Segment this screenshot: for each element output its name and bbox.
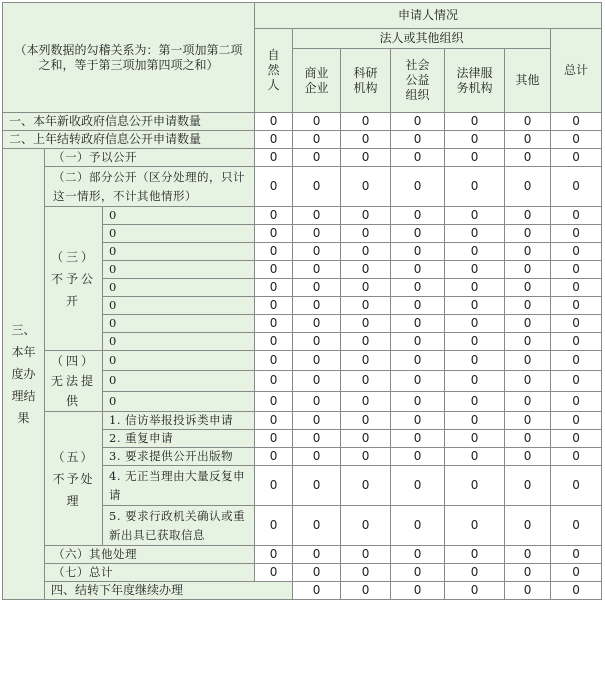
cell-value: 0 (293, 351, 341, 371)
cell-value: 0 (445, 225, 505, 243)
cell-value: 0 (391, 113, 445, 131)
cell-value: 0 (551, 297, 602, 315)
cell-value: 0 (551, 225, 602, 243)
cell-value: 0 (505, 582, 551, 600)
row-label: 0 (103, 333, 255, 351)
cell-value: 0 (293, 279, 341, 297)
row-label: （二）部分公开（区分处理的，只计这一情形，不计其他情形） (45, 167, 255, 207)
row-label: 0 (103, 279, 255, 297)
row-label: 3. 要求提供公开出版物 (103, 448, 255, 466)
row-label: 0 (103, 315, 255, 333)
row-label: 1. 信访举报投诉类申请 (103, 412, 255, 430)
cell-value: 0 (255, 261, 293, 279)
cell-value: 0 (341, 506, 391, 546)
cell-value: 0 (293, 448, 341, 466)
row-label: （一）予以公开 (45, 149, 255, 167)
cell-value: 0 (255, 225, 293, 243)
row-not-processed (3, 412, 602, 430)
cell-value: 0 (341, 546, 391, 564)
row-label: 4. 无正当理由大量反复申请 (103, 466, 255, 506)
research-header: 科研机构 (341, 49, 391, 113)
cell-value: 0 (341, 279, 391, 297)
cell-value: 0 (445, 113, 505, 131)
cell-value: 0 (551, 243, 602, 261)
cell-value: 0 (341, 113, 391, 131)
cell-value: 0 (551, 167, 602, 207)
cell-value: 0 (341, 333, 391, 351)
cell-value: 0 (445, 564, 505, 582)
cell-value: 0 (255, 412, 293, 430)
cell-value: 0 (293, 243, 341, 261)
cell-value: 0 (551, 207, 602, 225)
cell-value: 0 (293, 113, 341, 131)
cell-value: 0 (255, 243, 293, 261)
cell-value: 0 (445, 279, 505, 297)
row-unable-provide (3, 351, 602, 371)
cell-value: 0 (505, 546, 551, 564)
cell-value: 0 (255, 564, 293, 582)
cell-value: 0 (505, 225, 551, 243)
cell-value: 0 (391, 243, 445, 261)
cell-value: 0 (391, 564, 445, 582)
cell-value: 0 (551, 412, 602, 430)
cell-value: 0 (255, 131, 293, 149)
cell-value: 0 (445, 448, 505, 466)
disclosure-table (2, 2, 602, 600)
cell-value: 0 (505, 113, 551, 131)
unable-provide-label: （四）无法提供 (45, 351, 103, 412)
cell-value: 0 (551, 582, 602, 600)
cell-value: 0 (445, 412, 505, 430)
cell-value: 0 (551, 506, 602, 546)
cell-value: 0 (391, 315, 445, 333)
cell-value: 0 (445, 297, 505, 315)
cell-value: 0 (255, 466, 293, 506)
cell-value: 0 (505, 279, 551, 297)
cell-value: 0 (255, 297, 293, 315)
cell-value: 0 (391, 207, 445, 225)
cell-value: 0 (255, 430, 293, 448)
cell-value: 0 (391, 167, 445, 207)
row-new-applications (3, 113, 602, 131)
cell-value: 0 (391, 371, 445, 391)
cell-value: 0 (341, 448, 391, 466)
cell-value: 0 (391, 261, 445, 279)
cell-value: 0 (551, 466, 602, 506)
cell-value: 0 (445, 430, 505, 448)
cell-value: 0 (505, 448, 551, 466)
cell-value: 0 (505, 564, 551, 582)
cell-value: 0 (551, 131, 602, 149)
cell-value: 0 (391, 225, 445, 243)
cell-value: 0 (445, 351, 505, 371)
cell-value: 0 (551, 391, 602, 411)
cell-value: 0 (445, 391, 505, 411)
cell-value: 0 (293, 297, 341, 315)
row-label: （七）总计 (45, 564, 255, 582)
cell-value: 0 (445, 131, 505, 149)
legal-group-header: 法人或其他组织 (293, 29, 551, 49)
cell-value: 0 (255, 315, 293, 333)
row-label: 一、本年新收政府信息公开申请数量 (3, 113, 255, 131)
cell-value: 0 (391, 448, 445, 466)
cell-value: 0 (293, 167, 341, 207)
cell-value: 0 (293, 391, 341, 411)
cell-value: 0 (505, 391, 551, 411)
row-label: 0 (103, 391, 255, 411)
row-not-disclosed (3, 207, 602, 225)
cell-value: 0 (551, 261, 602, 279)
cell-value: 0 (391, 149, 445, 167)
cell-value: 0 (505, 297, 551, 315)
cell-value: 0 (293, 131, 341, 149)
social-welfare-header: 社会公益组织 (391, 49, 445, 113)
cell-value: 0 (505, 131, 551, 149)
not-processed-label: （五）不予处理 (45, 412, 103, 546)
cell-value: 0 (505, 466, 551, 506)
cell-value: 0 (445, 315, 505, 333)
cell-value: 0 (341, 243, 391, 261)
cell-value: 0 (255, 333, 293, 351)
cell-value: 0 (293, 466, 341, 506)
cell-value: 0 (391, 506, 445, 546)
cell-value: 0 (391, 131, 445, 149)
cell-value: 0 (445, 207, 505, 225)
cell-value: 0 (551, 371, 602, 391)
cell-value: 0 (341, 351, 391, 371)
cell-value: 0 (255, 207, 293, 225)
cell-value: 0 (293, 261, 341, 279)
cell-value: 0 (255, 279, 293, 297)
cell-value: 0 (293, 207, 341, 225)
cell-value: 0 (505, 371, 551, 391)
applicant-situation-header: 申请人情况 (255, 3, 602, 29)
row-label: 0 (103, 297, 255, 315)
cell-value: 0 (293, 371, 341, 391)
row-carry-forward (3, 582, 602, 600)
row-label: 二、上年结转政府信息公开申请数量 (3, 131, 255, 149)
cell-value: 0 (551, 279, 602, 297)
row-disclosed (3, 149, 602, 167)
cell-value: 0 (293, 412, 341, 430)
cell-value: 0 (551, 113, 602, 131)
cell-value: 0 (391, 391, 445, 411)
cell-value: 0 (391, 430, 445, 448)
commercial-header: 商业企业 (293, 49, 341, 113)
cell-value: 0 (293, 225, 341, 243)
cell-value: 0 (341, 207, 391, 225)
cell-value: 0 (445, 333, 505, 351)
row-label: 四、结转下年度继续办理 (45, 582, 293, 600)
cell-value: 0 (255, 391, 293, 411)
relationship-note: （本列数据的勾稽关系为：第一项加第二项之和，等于第三项加第四项之和） (3, 3, 255, 113)
cell-value: 0 (445, 371, 505, 391)
not-disclosed-label: （三）不予公开 (45, 207, 103, 351)
cell-value: 0 (341, 315, 391, 333)
cell-value: 0 (391, 412, 445, 430)
row-total (3, 564, 602, 582)
cell-value: 0 (505, 351, 551, 371)
cell-value: 0 (445, 506, 505, 546)
cell-value: 0 (551, 315, 602, 333)
cell-value: 0 (293, 430, 341, 448)
cell-value: 0 (341, 412, 391, 430)
cell-value: 0 (293, 333, 341, 351)
row-other-handling (3, 546, 602, 564)
cell-value: 0 (255, 506, 293, 546)
cell-value: 0 (505, 167, 551, 207)
cell-value: 0 (551, 546, 602, 564)
cell-value: 0 (255, 546, 293, 564)
cell-value: 0 (391, 466, 445, 506)
cell-value: 0 (341, 261, 391, 279)
cell-value: 0 (445, 582, 505, 600)
cell-value: 0 (445, 167, 505, 207)
cell-value: 0 (445, 149, 505, 167)
cell-value: 0 (391, 297, 445, 315)
natural-person-header: 自然人 (255, 29, 293, 113)
total-header: 总计 (551, 29, 602, 113)
cell-value: 0 (505, 243, 551, 261)
cell-value: 0 (341, 466, 391, 506)
row-label: 0 (103, 261, 255, 279)
cell-value: 0 (551, 149, 602, 167)
row-label: （六）其他处理 (45, 546, 255, 564)
cell-value: 0 (551, 564, 602, 582)
cell-value: 0 (341, 564, 391, 582)
cell-value: 0 (255, 167, 293, 207)
row-label: 0 (103, 207, 255, 225)
cell-value: 0 (505, 149, 551, 167)
row-label: 0 (103, 243, 255, 261)
cell-value: 0 (391, 582, 445, 600)
cell-value: 0 (341, 297, 391, 315)
cell-value: 0 (391, 333, 445, 351)
row-label: 0 (103, 351, 255, 371)
row-carried-over (3, 131, 602, 149)
cell-value: 0 (293, 564, 341, 582)
cell-value: 0 (505, 261, 551, 279)
cell-value: 0 (293, 506, 341, 546)
cell-value: 0 (551, 351, 602, 371)
cell-value: 0 (341, 149, 391, 167)
cell-value: 0 (505, 333, 551, 351)
cell-value: 0 (505, 506, 551, 546)
legal-service-header: 法律服务机构 (445, 49, 505, 113)
cell-value: 0 (341, 371, 391, 391)
cell-value: 0 (341, 391, 391, 411)
cell-value: 0 (293, 315, 341, 333)
cell-value: 0 (505, 315, 551, 333)
cell-value: 0 (505, 207, 551, 225)
cell-value: 0 (341, 167, 391, 207)
cell-value: 0 (551, 333, 602, 351)
cell-value: 0 (293, 582, 341, 600)
cell-value: 0 (505, 430, 551, 448)
cell-value: 0 (255, 149, 293, 167)
cell-value: 0 (551, 448, 602, 466)
cell-value: 0 (341, 430, 391, 448)
cell-value: 0 (293, 546, 341, 564)
cell-value: 0 (341, 582, 391, 600)
cell-value: 0 (341, 225, 391, 243)
cell-value: 0 (255, 448, 293, 466)
cell-value: 0 (293, 149, 341, 167)
cell-value: 0 (391, 546, 445, 564)
cell-value: 0 (255, 371, 293, 391)
cell-value: 0 (341, 131, 391, 149)
cell-value: 0 (255, 351, 293, 371)
cell-value: 0 (445, 466, 505, 506)
cell-value: 0 (505, 412, 551, 430)
row-label: 0 (103, 371, 255, 391)
cell-value: 0 (255, 113, 293, 131)
cell-value: 0 (445, 261, 505, 279)
row-partially-disclosed (3, 167, 602, 207)
section-results-label: 三、本年度办理结果 (3, 149, 45, 600)
cell-value: 0 (391, 279, 445, 297)
row-label: 5. 要求行政机关确认或重新出具已获取信息 (103, 506, 255, 546)
cell-value: 0 (551, 430, 602, 448)
cell-value: 0 (445, 243, 505, 261)
cell-value: 0 (391, 351, 445, 371)
other-header: 其他 (505, 49, 551, 113)
row-label: 2. 重复申请 (103, 430, 255, 448)
row-label: 0 (103, 225, 255, 243)
cell-value: 0 (445, 546, 505, 564)
